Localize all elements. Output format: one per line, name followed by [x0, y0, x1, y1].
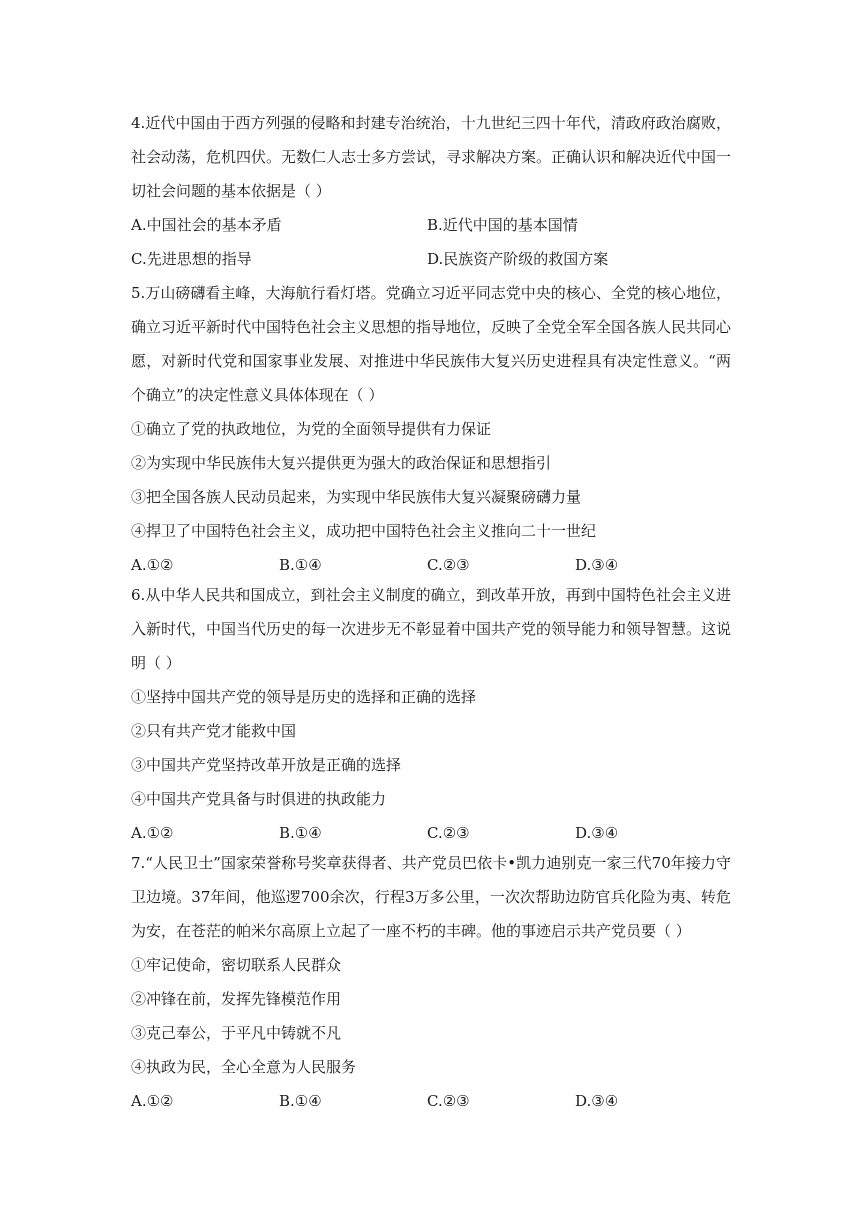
question-stem: 5.万山磅礴看主峰，大海航行看灯塔。党确立习近平同志党中央的核心、全党的核心地位，确立习近平新时代中国特色社会主义思想的指导地位，反映了全党全军全国各族人民共同心愿，对新时代党和国家事业发展、对推进中华民族伟大复兴历史进程具有决定性意义。“两个确立”的决定性意义具体体现在（ ） [131, 284, 732, 404]
options-row [131, 816, 731, 850]
statement-1: ①牢记使命，密切联系人民群众 [131, 956, 342, 974]
option-d: D.③④ [575, 1092, 619, 1110]
statement-2: ②冲锋在前，发挥先锋模范作用 [131, 990, 342, 1008]
option-a: A.①② [131, 824, 174, 842]
question-5 [131, 276, 731, 582]
statement-3: ③把全国各族人民动员起来，为实现中华民族伟大复兴凝聚磅礴力量 [131, 488, 582, 506]
statement-1: ①坚持中国共产党的领导是历史的选择和正确的选择 [131, 688, 477, 706]
option-b: B.①④ [279, 1092, 322, 1110]
option-c: C.②③ [427, 824, 470, 842]
question-stem: 6.从中华人民共和国成立，到社会主义制度的确立，到改革开放，再到中国特色社会主义进入新时代，中国当代历史的每一次进步无不彰显着中国共产党的领导能力和领导智慧。这说明（ ） [131, 586, 732, 672]
statement-4: ④捍卫了中国特色社会主义，成功把中国特色社会主义推向二十一世纪 [131, 522, 597, 540]
option-a: A.中国社会的基本矛盾 [131, 216, 282, 234]
statement-4: ④执政为民，全心全意为人民服务 [131, 1058, 357, 1076]
question-4 [131, 106, 731, 276]
statement-2: ②为实现中华民族伟大复兴提供更为强大的政治保证和思想指引 [131, 454, 552, 472]
question-6 [131, 578, 731, 850]
statement-2: ②只有共产党才能救中国 [131, 722, 297, 740]
option-c: C.②③ [427, 1092, 470, 1110]
option-a: A.①② [131, 1092, 174, 1110]
option-b: B.①④ [279, 556, 322, 574]
statement-3: ③中国共产党坚持改革开放是正确的选择 [131, 756, 402, 774]
options-row [131, 242, 731, 276]
option-d: D.民族资产阶级的救国方案 [427, 250, 609, 268]
option-a: A.①② [131, 556, 174, 574]
options-row [131, 548, 731, 582]
option-d: D.③④ [575, 556, 619, 574]
option-d: D.③④ [575, 824, 619, 842]
option-b: B.①④ [279, 824, 322, 842]
option-c: C.先进思想的指导 [131, 250, 252, 268]
question-7 [131, 846, 731, 1118]
options-row [131, 1084, 731, 1118]
options-row [131, 208, 731, 242]
statement-3: ③克己奉公，于平凡中铸就不凡 [131, 1024, 342, 1042]
statement-4: ④中国共产党具备与时俱进的执政能力 [131, 790, 387, 808]
question-stem: 7.“人民卫士”国家荣誉称号奖章获得者、共产党员巴依卡•凯力迪别克一家三代70年接力守卫边境。37年间，他巡逻700余次，行程3万多公里，一次次帮助边防官兵化险为夷、转危为安，在苍茫的帕米尔高原上立起了一座不朽的丰碑。他的事迹启示共产党员要（ ） [131, 854, 731, 940]
question-stem: 4.近代中国由于西方列强的侵略和封建专治统治，十九世纪三四十年代，清政府政治腐败，社会动荡，危机四伏。无数仁人志士多方尝试，寻求解决方案。正确认识和解决近代中国一切社会问题的基本依据是（ ） [131, 114, 732, 200]
statement-1: ①确立了党的执政地位，为党的全面领导提供有力保证 [131, 420, 492, 438]
option-c: C.②③ [427, 556, 470, 574]
option-b: B.近代中国的基本国情 [427, 216, 578, 234]
